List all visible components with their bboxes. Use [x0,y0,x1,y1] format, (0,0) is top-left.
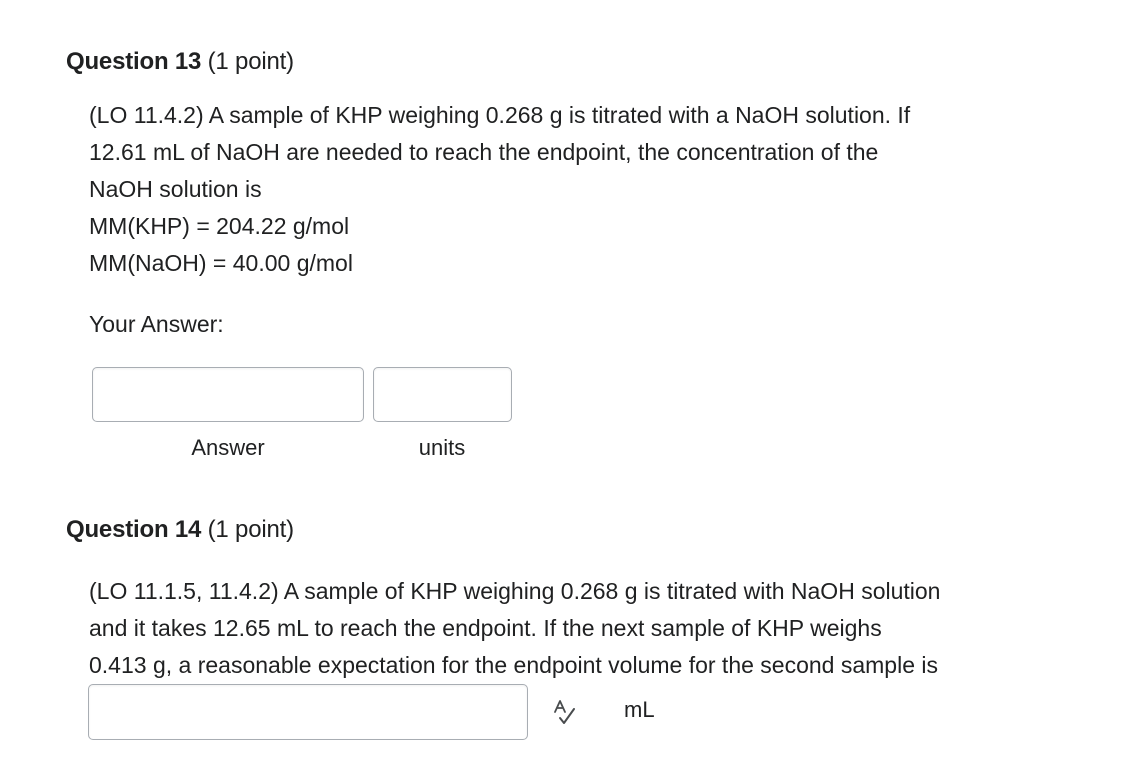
question-13-title [66,48,294,76]
question-14-number: Question 14 [66,516,202,543]
question-14-title [66,516,294,544]
question-13-number: Question 13 [66,48,202,75]
units-caption: units [418,435,466,460]
question-13-text-line-2: 12.61 mL of NaOH are needed to reach the endpoint, the concentration of the [89,139,879,165]
question-13-text-line-4: MM(KHP) = 204.22 g/mol [89,213,350,239]
question-14-text-line-1: (LO 11.1.5, 11.4.2) A sample of KHP weighing 0.268 g is titrated with NaOH solution [89,578,941,604]
endpoint-volume-input[interactable] [88,684,528,740]
answer-input[interactable] [92,367,364,422]
your-answer-label: Your Answer: [89,311,224,337]
ml-unit-label: mL [624,697,655,722]
units-input[interactable] [373,367,512,422]
answer-caption: Answer [191,435,265,460]
question-14-text-line-2: and it takes 12.65 mL to reach the endpoint. If the next sample of KHP weighs [89,615,882,641]
question-13-text-line-1: (LO 11.4.2) A sample of KHP weighing 0.268 g is titrated with a NaOH solution. If [89,102,911,128]
question-14-points: (1 point) [207,516,294,543]
question-13-text-line-5: MM(NaOH) = 40.00 g/mol [89,250,353,276]
question-13-points: (1 point) [207,48,294,75]
question-13-text-line-3: NaOH solution is [89,176,262,202]
question-14-text-line-3: 0.413 g, a reasonable expectation for the endpoint volume for the second sample is [89,652,938,678]
spellcheck-icon[interactable] [552,699,578,732]
